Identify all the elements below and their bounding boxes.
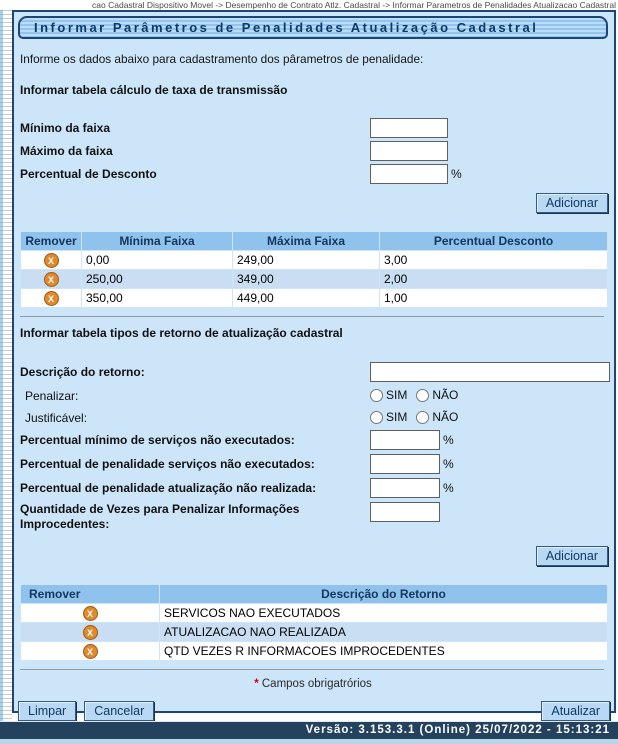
cancelar-button[interactable]: Cancelar [84,701,154,721]
section2-button-row [18,546,608,568]
penalizar-nao-radio[interactable] [416,389,429,402]
cell-descricao-retorno: ATUALIZACAO NAO REALIZADA [160,623,607,641]
field-row-pct-penalidade-atualizacao [20,478,608,502]
field-row-percentual-desconto [20,164,608,187]
cell-descricao-retorno: SERVICOS NAO EXECUTADOS [160,604,607,622]
percentual-desconto-label: Percentual de Desconto [20,167,157,181]
cell-percentual-desconto: 1,00 [380,289,607,307]
field-row-justificavel [20,408,608,430]
section2-header: Informar tabela tipos de retorno de atualização cadastral [20,326,343,340]
descricao-retorno-label: Descrição do retorno: [20,365,145,379]
bottom-sliver [0,739,618,744]
retornos-table [20,584,608,661]
table-row [21,604,607,622]
col-minima-faixa: Mínima Faixa [82,232,232,250]
penalizar-sim-radio[interactable] [370,389,383,402]
qtd-vezes-input[interactable] [370,502,440,522]
cell-minima-faixa: 250,00 [82,270,232,288]
required-fields-note [18,678,608,690]
justificavel-nao-radio[interactable] [416,411,429,424]
radio-nao-label: NÃO [432,388,459,402]
pct-minimo-servicos-input[interactable] [370,430,440,450]
justificavel-label: Justificável: [25,411,88,425]
percent-suffix: % [443,481,454,495]
remove-faixa-icon[interactable]: X [44,272,59,287]
justificavel-sim-radio[interactable] [370,411,383,424]
cell-maxima-faixa: 449,00 [233,289,379,307]
remove-retorno-icon[interactable]: X [83,625,98,640]
col-remover: Remover [21,232,81,250]
minimo-faixa-input[interactable] [370,118,448,138]
radio-nao-label: NÃO [432,410,459,424]
limpar-button[interactable]: Limpar [18,701,76,721]
adicionar-retorno-button[interactable]: Adicionar [536,546,608,566]
required-star: * [254,678,259,690]
table-header-row [21,232,607,250]
pct-minimo-servicos-label: Percentual mínimo de serviços não executados: [20,433,295,447]
pct-penalidade-atualizacao-input[interactable] [370,478,440,498]
cell-minima-faixa: 350,00 [82,289,232,307]
pct-penalidade-servicos-input[interactable] [370,454,440,474]
percent-suffix: % [443,433,454,447]
percentual-desconto-input[interactable] [370,164,448,184]
breadcrumb [0,0,618,10]
intro-text: Informe os dados abaixo para cadastramento dos pârametros de penalidade: [20,52,424,66]
field-row-pct-penalidade-servicos [20,454,608,478]
justificavel-radio-group [370,410,467,424]
cell-descricao-retorno: QTD VEZES R INFORMACOES IMPROCEDENTES [160,642,607,660]
field-row-pct-minimo-servicos [20,430,608,454]
qtd-vezes-label: Quantidade de Vezes para Penalizar Informações Improcedentes: [20,502,300,531]
cell-maxima-faixa: 249,00 [233,251,379,269]
percent-suffix: % [443,457,454,471]
col-maxima-faixa: Máxima Faixa [233,232,379,250]
field-row-qtd-vezes [20,502,608,540]
remove-faixa-icon[interactable]: X [44,253,59,268]
section1-header: Informar tabela cálculo de taxa de transmissão [20,83,288,97]
required-text: Campos obrigatrórios [261,678,372,690]
col-remover: Remover [21,585,159,603]
section1-button-row [18,193,608,215]
remove-retorno-icon[interactable]: X [83,606,98,621]
radio-sim-label: SIM [386,388,408,402]
minimo-faixa-label: Mínimo da faixa [20,121,111,135]
percent-suffix: % [451,167,462,181]
table-row [21,623,607,641]
penalizar-radio-group [370,388,467,402]
section-divider [20,316,604,317]
maximo-faixa-label: Máximo da faixa [20,144,113,158]
bottom-actions [18,701,610,721]
cell-percentual-desconto: 2,00 [380,270,607,288]
cell-percentual-desconto: 3,00 [380,251,607,269]
field-row-minimo-faixa [20,118,608,141]
remove-faixa-icon[interactable]: X [44,291,59,306]
version-status-bar: Versão: 3.153.3.1 (Online) 25/07/2022 - 15:13:21 [0,721,618,739]
page-title: Informar Parâmetros de Penalidades Atualização Cadastral [18,16,608,39]
main-panel [12,10,616,718]
pct-penalidade-servicos-label: Percentual de penalidade serviços não executados: [20,457,315,471]
col-percentual-desconto: Percentual Desconto [380,232,607,250]
cell-minima-faixa: 0,00 [82,251,232,269]
field-row-maximo-faixa [20,141,608,164]
radio-sim-label: SIM [386,410,408,424]
table-row [21,270,607,288]
pct-penalidade-atualizacao-label: Percentual de penalidade atualização não realizada: [20,481,317,495]
atualizar-button[interactable]: Atualizar [541,701,610,721]
table-row [21,642,607,660]
form-content [14,52,614,724]
section-divider [20,669,604,670]
col-descricao-retorno: Descrição do Retorno [160,585,607,603]
field-row-penalizar [20,386,608,408]
remove-retorno-icon[interactable]: X [83,644,98,659]
table-row [21,251,607,269]
cell-maxima-faixa: 349,00 [233,270,379,288]
table-header-row [21,585,607,603]
table-row [21,289,607,307]
left-scroll-strip [0,10,12,722]
breadcrumb-text: cao Cadastral Dispositivo Movel -> Desempenho de Contrato Atlz. Cadastral -> Informar Parametros de Penalidades Atualizacao Cadastral [92,0,616,10]
penalizar-label: Penalizar: [25,389,79,403]
field-row-descricao-retorno [20,362,608,386]
descricao-retorno-input[interactable] [370,362,610,382]
maximo-faixa-input[interactable] [370,141,448,161]
faixas-table [20,231,608,308]
adicionar-faixa-button[interactable]: Adicionar [536,193,608,213]
